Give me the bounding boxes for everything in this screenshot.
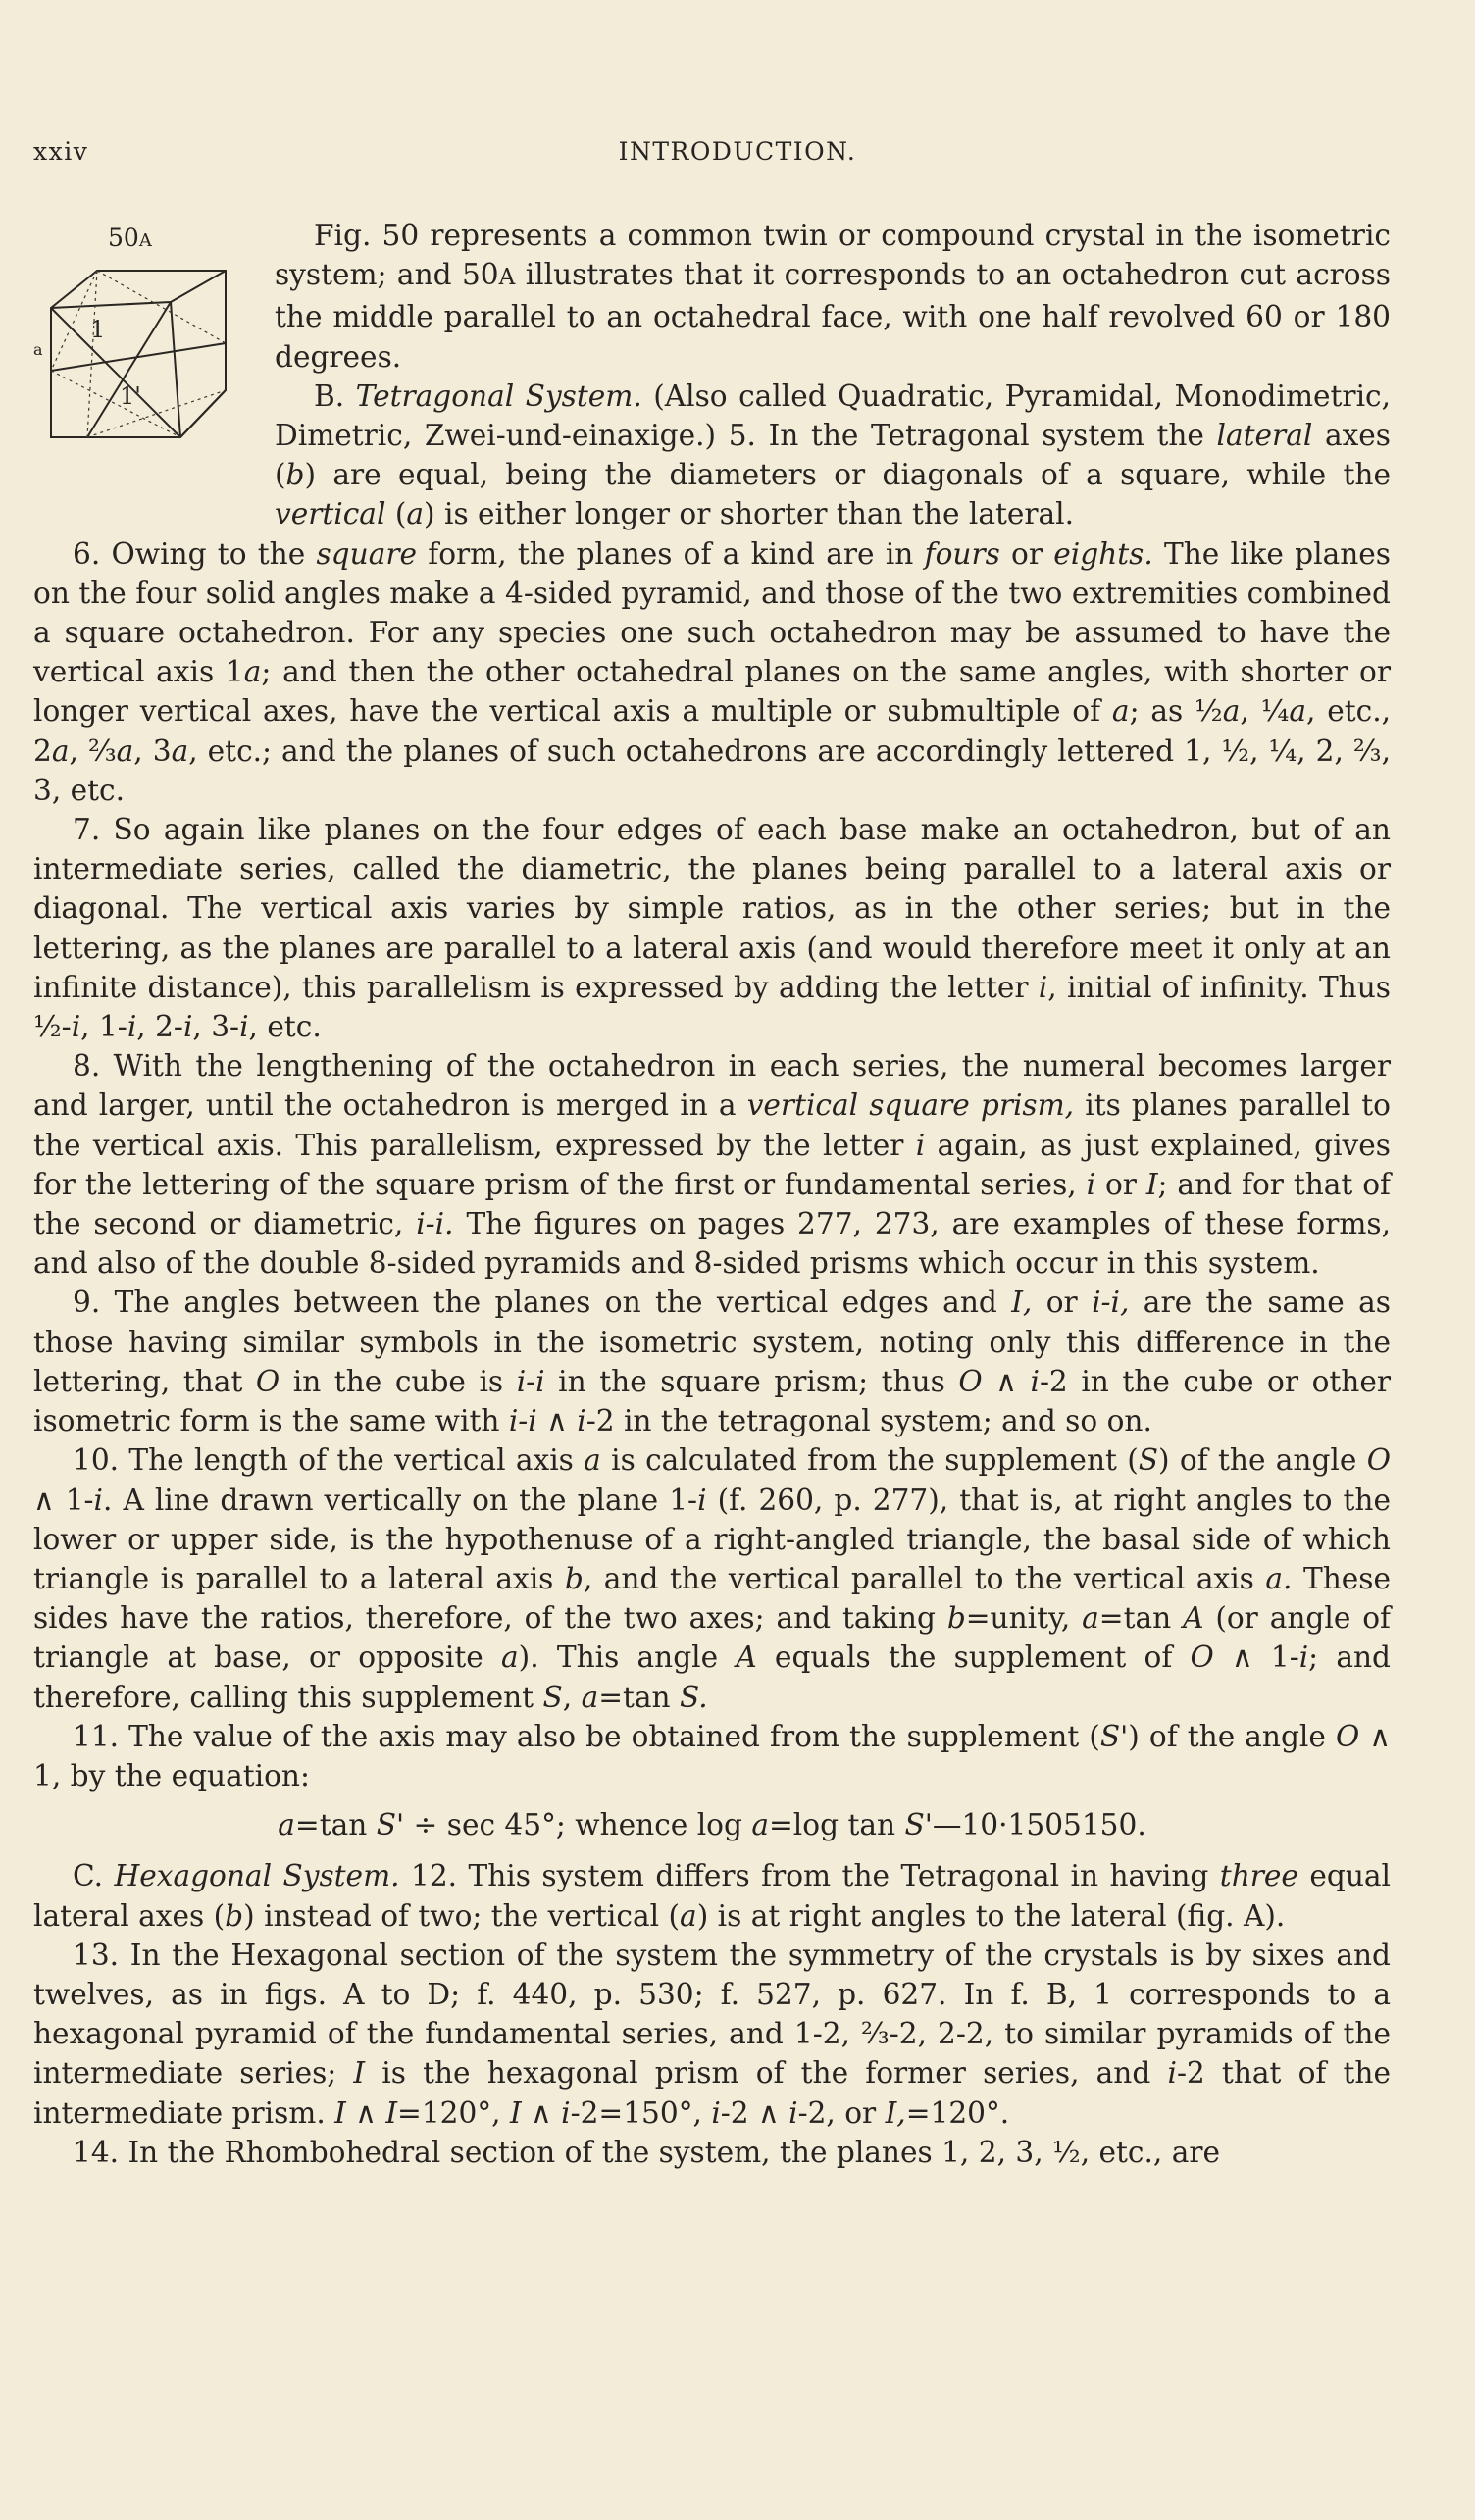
face-mark-lower: 1' [120,382,141,410]
paragraph: 14. In the Rhombohedral section of the system, the planes 1, 2, 3, ½, etc., are [73,2135,1221,2169]
paragraph: 9. The angles between the planes on the vertical edges and I, or i-i, are the same as those having similar symbols in the isometric system, noting only this difference in the lettering, that O in the cube is i-i in the square prism; thus O ∧ i-2 in the cube or other isometric form is the same with i-i ∧ i-2 in the tetragonal system; and so on. [33,1285,1392,1438]
page-number: xxiv [33,137,89,166]
figure-label: 50A [108,224,152,252]
paragraph: 10. The length of the vertical axis a is calculated from the supplement (S) of the angle O ∧ 1-i. A line drawn vertically on the plane 1-i (f. 260, p. 277), that is, at right angles to the lower or upper side, is the hypothenuse of a right-angled triangle, the basal side of which triangle is parallel to a lateral axis b, and the vertical parallel to the vertical axis a. These sides have the ratios, therefore, of the two axes; and taking b=unity, a=tan A (or angle of triangle at base, or opposite a). This angle A equals the supplement of O ∧ 1-i; and therefore, calling this supplement S, a=tan S. [33,1443,1391,1714]
page-title: INTRODUCTION. [618,137,857,166]
face-mark-upper: 1 [90,316,106,343]
paragraph: 7. So again like planes on the four edges of each base make an octahedron, but of an intermediate series, called the diametric, the planes being parallel to a lateral axis or diagonal. The vertical axis varies by simple ratios, as in the other series; but in the lettering, as the planes are parallel to a lateral axis (and would therefore meet it only at an infinite distance), this parallelism is expressed by adding the letter i, initial of infinity. Thus ½-i, 1-i, 2-i, 3-i, etc. [33,813,1391,1044]
side-mark: a [33,340,43,359]
paragraph: 8. With the lengthening of the octahedron in each series, the numeral becomes larger and larger, until the octahedron is merged in a vertical square prism, its planes parallel to the vertical axis. This parallelism, expressed by the letter i again, as just explained, gives for the lettering of the square prism of the first or fundamental series, i or I; and for that of the second or diametric, i-i. The figures on pages 277, 273, are examples of these forms, and also of the double 8-sided pyramids and 8-sided prisms which occur in this system. [33,1049,1392,1281]
paragraph: C. Hexagonal System. 12. This system differs from the Tetragonal in having three equal lateral axes (b) instead of two; the vertical (a) is at right angles to the lateral (fig. A). [33,1859,1392,1933]
paragraph: 11. The value of the axis may also be obtained from the supplement (S') of the angle O ∧ 1, by the equation: [33,1719,1391,1792]
running-head [0,137,1475,176]
equation: a=tan S' ÷ sec 45°; whence log a=log tan S'—10·1505150. [278,1808,1146,1842]
body-text [33,216,1391,2172]
paragraph: 13. In the Hexagonal section of the system the symmetry of the crystals is by sixes and twelves, as in figs. A to D; f. 440, p. 530; f. 527, p. 627. In f. B, 1 corresponds to a hexagonal pyramid of the fundamental series, and 1-2, ⅔-2, 2-2, to similar pyramids of the intermediate series; I is the hexagonal prism of the former series, and i-2 that of the intermediate prism. I ∧ I=120°, I ∧ i-2=150°, i-2 ∧ i-2, or I,=120°. [33,1938,1391,2130]
paragraph: B. Tetragonal System. (Also called Quadratic, Pyramidal, Monodimetric, Dimetric, Zwei-und-einaxige.) 5. In the Tetragonal system the lateral axes (b) are equal, being the diameters or diagonals of a square, while the vertical (a) is either longer or shorter than the lateral. [275,378,1392,531]
paragraph: Fig. 50 represents a common twin or compound crystal in the isometric system; and 50A illustrates that it corresponds to an octahedron cut across the middle parallel to an octahedral face, with one half revolved 60 or 180 degrees. [275,219,1391,374]
paragraph: 6. Owing to the square form, the planes of a kind are in fours or eights. The like planes on the four solid angles make a 4-sided pyramid, and those of the two extremities combined a square octahedron. For any species one such octahedron may be assumed to have the vertical axis 1a; and then the other octahedral planes on the same angles, with shorter or longer vertical axes, have the vertical axis a multiple or submultiple of a; as ½a, ¼a, etc., 2a, ⅔a, 3a, etc.; and the planes of such octahedrons are accordingly lettered 1, ½, ¼, 2, ⅔, 3, etc. [33,536,1392,807]
